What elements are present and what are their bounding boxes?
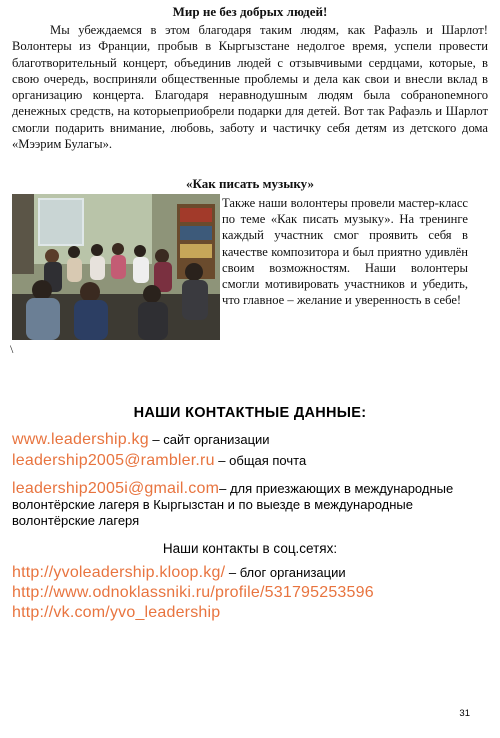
article-title-1: Мир не без добрых людей! <box>172 4 328 19</box>
blog-link[interactable]: http://yvoleadership.kloop.kg/ <box>12 564 226 581</box>
contact-vk <box>12 605 488 621</box>
contact-site <box>12 432 488 448</box>
workshop-photo <box>12 194 220 340</box>
contact-mail-camps <box>12 481 488 529</box>
blog-label: – блог организации <box>225 565 346 580</box>
mail-camps-label: – для приезжающих в международные волонтёрские лагеря в Кыргызстан и по выезде в международные волонтёрские лагеря <box>12 481 454 528</box>
article-body-2: Также наши волонтеры провели мастер-класс по теме «Как писать музыку». На тренинге каждый участник смог проявить себя в качестве композитора и был приятно удивлён своим возможностям. Наши волонтеры смогли мотивировать участников и убедить, что главное – желание и уверенность в себе! <box>222 196 468 308</box>
odnoklassniki-link[interactable]: http://www.odnoklassniki.ru/profile/531795253596 <box>12 584 374 601</box>
contact-mail-general <box>12 453 488 469</box>
contacts-title: НАШИ КОНТАКТНЫЕ ДАННЫЕ: <box>133 405 367 421</box>
page-number: 31 <box>459 708 470 719</box>
stray-mark: \ <box>10 342 14 356</box>
mail-general-label: – общая почта <box>214 453 307 468</box>
contact-odnoklassniki <box>12 585 488 601</box>
contact-blog <box>12 565 488 581</box>
site-link[interactable]: www.leadership.kg <box>12 431 149 448</box>
mail-camps-link[interactable]: leadership2005i@gmail.com <box>12 480 220 497</box>
site-label: – сайт организации <box>148 432 270 447</box>
social-title: Наши контакты в соц.сетях: <box>162 541 338 556</box>
article-body-1 <box>12 22 488 152</box>
vk-link[interactable]: http://vk.com/yvo_leadership <box>12 604 221 621</box>
article-title-2: «Как писать музыку» <box>186 176 314 191</box>
workshop-photo-illustration <box>12 194 220 340</box>
mail-general-link[interactable]: leadership2005@rambler.ru <box>12 452 215 469</box>
article-body-1-text: Мы убеждаемся в этом благодаря таким людям, как Рафаэль и Шарлот! Волонтеры из Франции, пробыв в Кыргызстане недолгое время, успели провести благотворительный концерт, объединив людей с отзывчивыми сердцами, которые, в свою очередь, восприняли общественные проблемы и дела как свои и внесли вклад в организацию концерта. Благодаря неравнодушным людям была собраноnемного денежных средств, на которыеприобрели подарки для детей. Вот так Рафаэль и Шарлот смогли подарить внимание, любовь, заботу и частичку себя детям из детского дома «Мээрим Булагы». <box>12 23 488 152</box>
